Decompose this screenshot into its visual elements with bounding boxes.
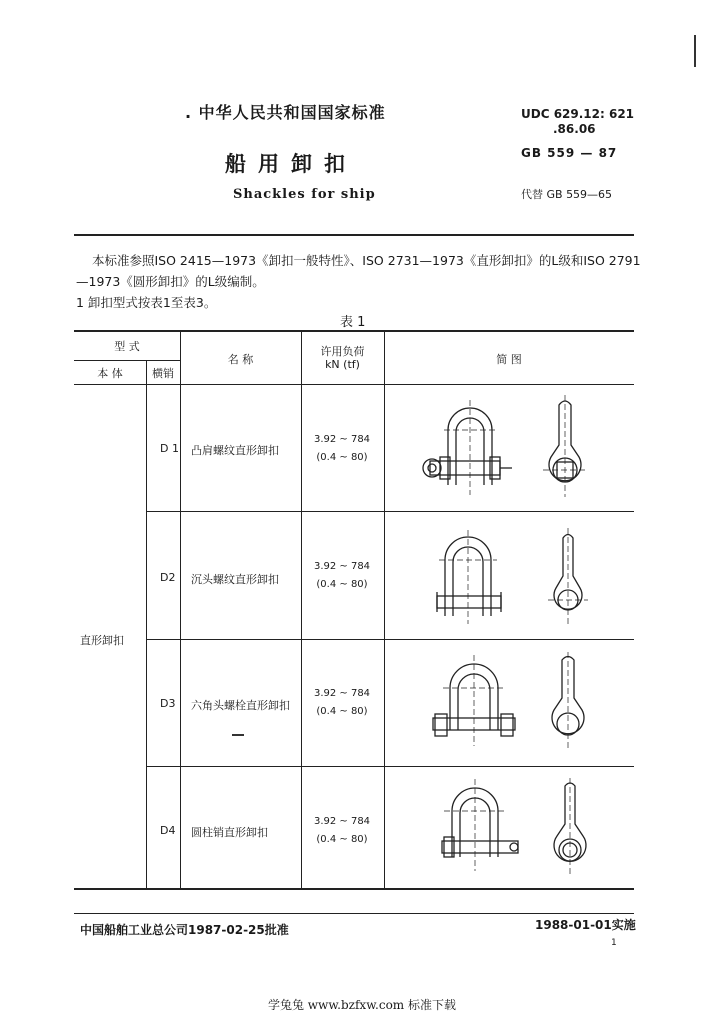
scan-mark	[694, 35, 696, 67]
replaces-note: 代替 GB 559—65	[521, 188, 613, 201]
header-pin: 横销	[152, 367, 174, 380]
header-rule	[74, 234, 634, 236]
header-load: 许用负荷	[320, 345, 365, 358]
udc-code: UDC 629.12: 621	[521, 107, 635, 121]
header-mid-rule	[74, 360, 180, 361]
row-load-kn: 3.92 ~ 784	[313, 816, 371, 827]
page-number: 1	[611, 938, 617, 948]
row-name: 凸肩螺纹直形卸扣	[191, 444, 279, 457]
group-label: 直形卸扣	[80, 634, 124, 647]
standard-category: . 中华人民共和国国家标准	[185, 103, 386, 122]
row-load-kn: 3.92 ~ 784	[313, 688, 371, 699]
header-type: 型 式	[114, 340, 140, 353]
gb-standard-number: GB 559 — 87	[521, 146, 618, 160]
row-load-tf: (0.4 ~ 80)	[316, 452, 368, 463]
shackle-side-view-d3	[538, 652, 598, 752]
document-title: 船用卸扣	[225, 152, 357, 176]
row-rule-3	[147, 766, 634, 767]
clause-1: 1 卸扣型式按表1至表3。	[76, 295, 217, 310]
row-load-kn: 3.92 ~ 784	[313, 561, 371, 572]
header-bottom-rule	[74, 384, 634, 385]
col-line-sketch	[384, 331, 385, 889]
col-line-pin	[146, 360, 147, 889]
shackle-front-view-d3	[425, 650, 525, 750]
col-line-name	[180, 331, 181, 889]
table-title: 表 1	[340, 315, 366, 330]
scan-mark	[232, 734, 244, 736]
header-sketch: 简 图	[496, 353, 522, 366]
footer-rule	[74, 913, 634, 914]
header-name: 名 称	[227, 353, 254, 366]
watermark: 学兔兔 www.bzfxw.com 标准下载	[267, 998, 457, 1012]
row-code: D2	[160, 571, 176, 584]
row-rule-1	[147, 511, 634, 512]
row-code: D3	[160, 697, 176, 710]
row-name: 圆柱销直形卸扣	[191, 826, 268, 839]
intro-line-1: 本标准参照ISO 2415—1973《卸扣一般特性》、ISO 2731—1973《直形卸扣》的L级和ISO 2791	[92, 253, 641, 268]
effective-date: 1988-01-01实施	[535, 918, 636, 932]
row-name: 沉头螺纹直形卸扣	[191, 573, 279, 586]
row-load-tf: (0.4 ~ 80)	[316, 834, 368, 845]
row-code: D 1	[160, 442, 179, 455]
shackle-side-view-d4	[540, 778, 600, 878]
row-load-tf: (0.4 ~ 80)	[316, 579, 368, 590]
shackle-side-view-d2	[538, 528, 598, 628]
row-rule-2	[147, 639, 634, 640]
col-line-load	[301, 331, 302, 889]
header-load-unit: kN (tf)	[325, 358, 360, 371]
row-code: D4	[160, 824, 176, 837]
approval-note: 中国船舶工业总公司1987-02-25批准	[80, 923, 289, 937]
shackle-front-view-d1	[410, 395, 520, 500]
intro-line-2: —1973《圆形卸扣》的L级编制。	[76, 274, 265, 289]
shackle-front-view-d2	[425, 528, 515, 628]
document-title-english: Shackles for ship	[233, 187, 376, 202]
table-top-rule	[74, 330, 634, 332]
row-load-kn: 3.92 ~ 784	[313, 434, 371, 445]
shackle-front-view-d4	[430, 775, 530, 875]
row-load-tf: (0.4 ~ 80)	[316, 706, 368, 717]
header-body: 本 体	[97, 367, 123, 380]
row-name: 六角头螺栓直形卸扣	[191, 699, 290, 712]
table-bottom-rule	[74, 888, 634, 890]
udc-code-continued: .86.06	[553, 122, 596, 136]
shackle-side-view-d1	[535, 395, 595, 500]
